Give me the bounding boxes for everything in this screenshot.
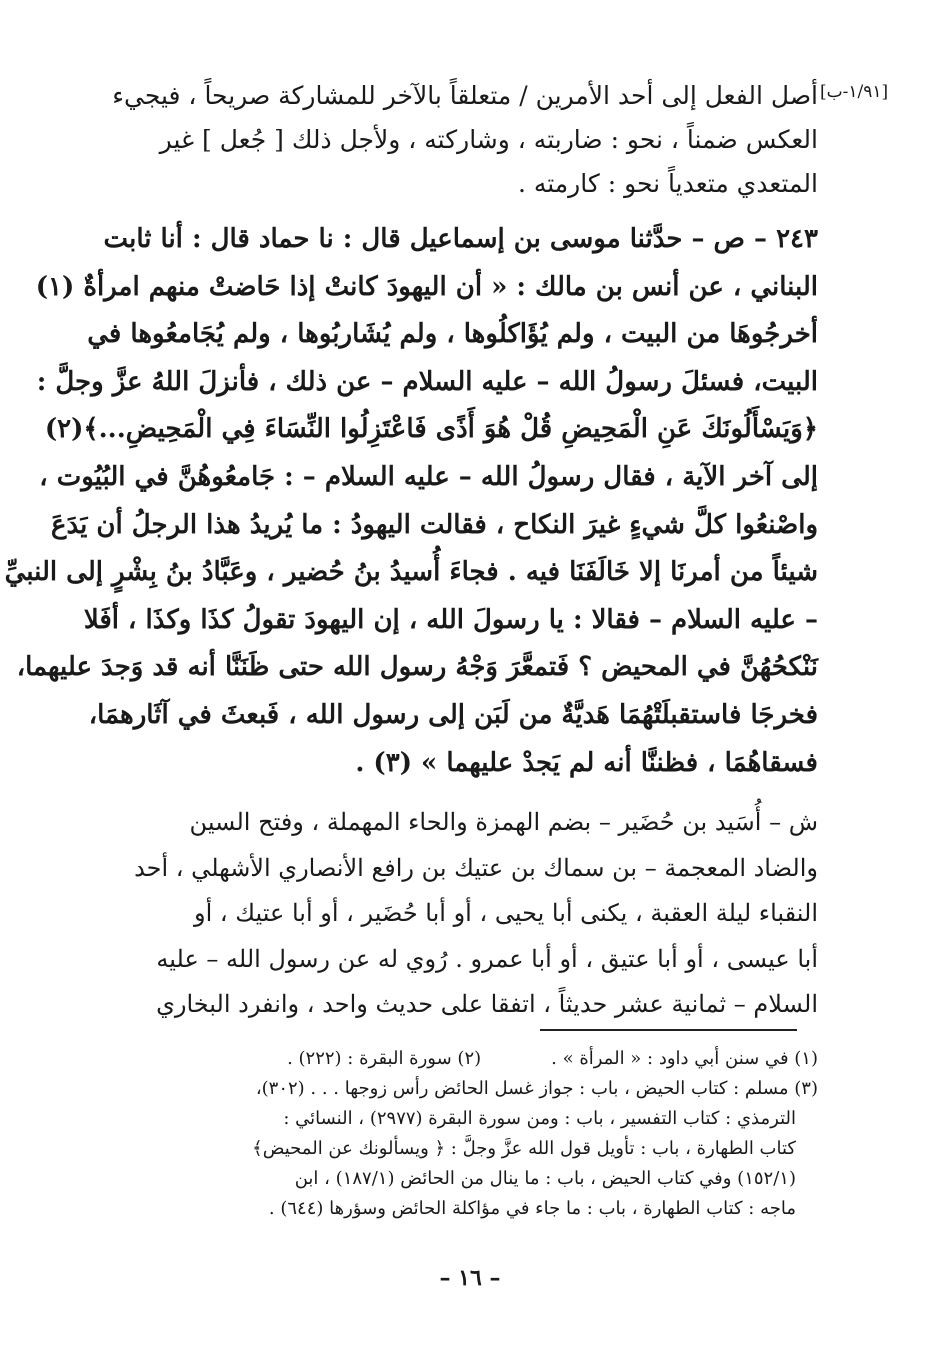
footnote-2: (٢) سورة البقرة : (٢٢٢) . [287,1048,482,1069]
commentary-line: أبا عيسى ، أو أبا عتيق ، أو أبا عمرو . رُوي له عن رسول الله – عليه [156,944,818,973]
hadith-line: فسقاهُمَا ، فظننَّا أنه لم يَجدْ عليهما » (٣) . [355,747,818,778]
hadith-line: البناني ، عن أنس بن مالك : « أن اليهودَ كانتْ إذا حَاضتْ منهم امرأةٌ (١) [35,271,818,302]
quran-verse-line: ﴿وَيَسْأَلُونَكَ عَنِ الْمَحِيضِ قُلْ هُوَ أَذًى فَاعْتَزِلُوا النِّسَاءَ فِي الْمَحِيضِ...﴾(٢) [44,414,818,445]
hadith-line: – عليه السلام – فقالا : يا رسولَ الله ، إن اليهودَ تقولُ كذَا وكذَا ، أفَلا [83,604,818,635]
footnote-3-line: (١٥٢/١) وفي كتاب الحيض ، باب : ما ينال من الحائض (١٨٧/١) ، ابن [294,1168,796,1189]
footnotes [106,1044,818,1224]
page-number: – ١٦ – [439,1265,501,1291]
hadith-line: ٢٤٣ – ص – حدَّثنا موسى بن إسماعيل قال : نا حماد قال : أنا ثابت [103,224,818,254]
text-line: العكس ضمناً ، نحو : ضاربته ، وشاركته ، ولأجل ذلك [ جُعل ] غير [159,125,818,154]
footnote-3-line: ماجه : كتاب الطهارة ، باب : ما جاء في مؤاكلة الحائض وسؤرها (٦٤٤) . [268,1198,796,1219]
text-line: المتعدي متعدياً نحو : كارمته . [517,169,818,198]
hadith-line: إلى آخر الآية ، فقال رسولُ الله – عليه السلام – : جَامعُوهُنَّ في البُيُوت ، [39,461,818,492]
text-line: أصل الفعل إلى أحد الأمرين / متعلقاً بالآخر للمشاركة صريحاً ، فيجيء [112,81,818,110]
commentary-line: النقباء ليلة العقبة ، يكنى أبا يحيى ، أو أبا حُضَير ، أو أبا عتيك ، أو [194,899,818,927]
footnote-row [106,1044,818,1074]
hadith-line: نَنْكحُهُنَّ في المحيض ؟ فَتمعَّرَ وَجْهُ رسول الله حتى ظَنَنَّا أنه قد وَجدَ عليهما، [16,652,818,683]
hadith-line: واصْنعُوا كلَّ شيءٍ غيرَ النكاح ، فقالت اليهودُ : ما يُريدُ هذا الرجلُ أن يَدَعَ [50,509,818,540]
hadith-line: أخرجُوهَا من البيت ، ولم يُؤَاكلُوها ، ولم يُشَاربُوها ، ولم يُجَامعُوها في [87,319,818,350]
footnote-3-line: الترمذي : كتاب التفسير ، باب : ومن سورة البقرة (٢٩٧٧) ، النسائي : [283,1108,796,1129]
footnote-1: (١) في سنن أبي داود : « المرأة » . [551,1048,818,1069]
commentary-line: ش – أُسَيد بن حُضَير – بضم الهمزة والحاء المهملة ، وفتح السين [189,808,818,836]
hadith-line: فخرجَا فاستقبلَتْهُمَا هَديَّةٌ من لَبَن إلى رسول الله ، فَبعثَ في آثَارهمَا، [88,699,818,730]
commentary-paragraph [106,800,818,1028]
intro-paragraph [106,74,818,206]
commentary-line: السلام – ثمانية عشر حديثاً ، اتفقا على حديث واحد ، وانفرد البخاري [156,990,818,1018]
footnote-divider [540,1029,797,1031]
hadith-line: البيت، فسئلَ رسولُ الله – عليه السلام – عن ذلك ، فأنزلَ اللهُ عزَّ وجلَّ : [36,366,818,397]
footnote-3-line: كتاب الطهارة ، باب : تأويل قول الله عزَّ وجلَّ : ﴿ ويسألونك عن المحيض﴾ [252,1138,796,1159]
footnote-3: (٣) مسلم : كتاب الحيض ، باب : جواز غسل الحائض رأس زوجها . . . (٣٠٢)، [255,1078,818,1099]
hadith-paragraph [4,216,818,787]
manuscript-folio-ref: [١/٩١-ب] [820,82,889,102]
hadith-line: شيئاً من أمرنَا إلا خَالَفَنَا فيه . فجاءَ أُسيدُ بنُ حُضير ، وعَبَّادُ بنُ بِشْرٍ إلى النبيِّ [4,557,818,588]
commentary-line: والضاد المعجمة – بن سماك بن عتيك بن رافع الأنصاري الأشهلي ، أحد [134,853,818,882]
